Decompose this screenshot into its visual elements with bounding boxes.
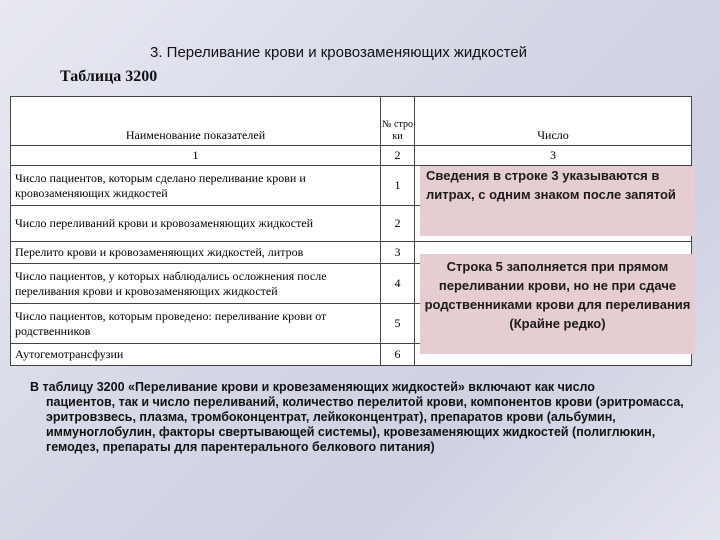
row-name: Число пациентов, у которых наблюдались осложнения после переливания крови и кровозаменяющих жидкостей: [11, 264, 381, 304]
footer-paragraph: [30, 380, 700, 455]
header-value: Число: [415, 97, 692, 146]
row-name: Число переливаний крови и кровозаменяющих жидкостей: [11, 206, 381, 242]
footer-rest: пациентов, так и число переливаний, количество перелитой крови, компонентов крови (эритромасса, эритровзвесь, плазма, тромбоконцентрат, лейкоконцентрат), препаратов крови (альбумин, иммуноглобулин, факторы свертывающей системы), кровезаменяющих жидкостей (полиглюкин, гемодез, препараты для парентерального белкового питания): [46, 395, 684, 454]
table-title: Таблица 3200: [60, 68, 158, 85]
row-line-no: 3: [381, 242, 415, 264]
row-line-no: 5: [381, 304, 415, 344]
column-number-1: 1: [11, 146, 381, 166]
row-name: Аутогемотрансфузии: [11, 344, 381, 366]
row-line-no: 6: [381, 344, 415, 366]
header-line-no: № стро ки: [381, 97, 415, 146]
row-line-no: 2: [381, 206, 415, 242]
row-name: Перелито крови и кровозаменяющих жидкостей, литров: [11, 242, 381, 264]
header-name: Наименование показателей: [11, 97, 381, 146]
row-line-no: 1: [381, 166, 415, 206]
row-name: Число пациентов, которым сделано переливание крови и кровозаменяющих жидкостей: [11, 166, 381, 206]
callout-row5-note: Строка 5 заполняется при прямом переливании крови, но не при сдаче родственниками крови для переливания (Крайне редко): [420, 254, 695, 354]
column-number-2: 2: [381, 146, 415, 166]
column-number-3: 3: [415, 146, 692, 166]
footer-first-line: В таблицу 3200 «Переливание крови и кровезаменяющих жидкостей» включают как число: [30, 380, 595, 394]
section-heading: 3. Переливание крови и кровозаменяющих жидкостей: [150, 44, 528, 61]
column-numbers-row: [11, 146, 692, 166]
row-name: Число пациентов, которым проведено: переливание крови от родственников: [11, 304, 381, 344]
callout-row3-note: Сведения в строке 3 указываются в литрах, с одним знаком после запятой: [420, 166, 695, 236]
table-header-row: [11, 97, 692, 146]
row-line-no: 4: [381, 264, 415, 304]
